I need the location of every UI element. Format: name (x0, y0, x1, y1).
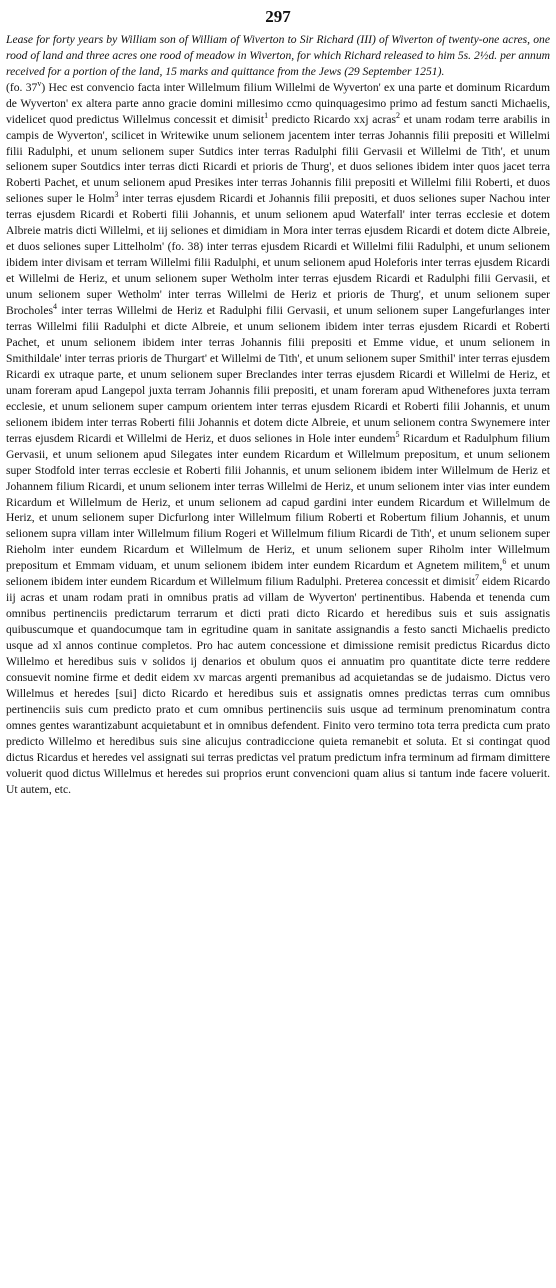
document-heading: Lease for forty years by William son of William of Wiverton to Sir Richard (III) of Wiverton of twenty-one acres, one rood of land and three acres one rood of meadow in Wiverton, for which Richard released to him 5s. 2½d. per annum received for a portion of the land, 15 marks and quittance from the Jews (29 September 1251). (6, 33, 550, 78)
body-segment: eidem Ricardo iij acras et unam rodam prati in omnibus pratis ad villam de Wyverton' pertinentibus. Habenda et tenenda cum omnibus pertinenciis predictarum terrarum et dicti prati dicto Ricardo et heredibus suis et suis assignatis quibuscumque et quandocumque tam in egritudine quam in sanitate assignandis a festo sancti Michaelis predicto usque ad xl annos continue completos. Pro hac autem concessione et dimissione remisit predictus Ricardus dicto Willelmo et heredibus suis v solidos ij denarios et obulum quos ei annuatim pro quantitate dicte terre reddere consuevit nomine firme et dedit eidem xv marcas argenti premanibus ad acquietandas se de judaismo. Dictus vero Willelmus et heredes [sui] dicto Ricardo et heredibus suis et assignatis omnes predictas terras cum omnibus pertinenciis suis cum predicto prato et cum omnibus pertinenciis suis usque ad terminum prenominatum contra omnes gentes warantizabunt acquietabunt et in omnibus defendent. Finito vero termino tota terra predicta cum prato predicto Willelmo et heredibus suis sine alicujus contradiccione quieta remanebit et soluta. Et si contingat quod dictus Ricardus et heredes vel assignati sui terras predictas vel pratum predictum infra terminum ad firmam dimittere voluerit quod dictus Willelmus et heredes sui proprios erunt convencioni quam alius si tantum inde facere voluerit. Ut autem, etc. (6, 575, 550, 796)
footnote-ref-7: 7 (474, 573, 479, 583)
footnote-ref-5: 5 (395, 429, 400, 439)
body-segment: (fo. 37 (6, 80, 38, 94)
body-segment: inter terras Willelmi de Heriz et Radulphi filii Gervasii, et unum selionem super Langefurlanges inter terras Willelmi filii Radulphi et dicte Albreie, et unum selionem ibidem inter terras ejusdem Ricardi et Roberti Pachet, et unum selionem ibidem inter terras Johannis filii prepositi et Emme vidue, et unum selionem in Smithildale' inter terras prioris de Thurgart' et Willelmi de Tith', et unum selionem super Smithil' inter terras ejusdem Ricardi ex utraque parte, et unum selionem super Breclandes inter terras ejusdem Ricardi et Willelmi de Heriz, et unam foreram apud Langepol juxta terram Johannis filii prepositi, et unam foreram apud Withenefores juxta terram ecclesie, et unum selionem super campum orientem inter terras ejusdem Ricardi et Roberti filii Johannis, et unum selionem ibidem inter terras Roberti filii Johannis et dotem dicte Albreie, et unum selionem contra Swynemere inter terras ejusdem Ricardi et Willelmi de Heriz, et duos seliones in Hole inter eundem (6, 304, 550, 445)
document-body (6, 80, 550, 798)
footnote-ref-1: 1 (264, 110, 269, 120)
body-segment: Ricardum et Radulphum filium Gervasii, et unum selionem apud Silegates inter eundem Ricardum et Willelmum prepositum, et unum selionem super Stodfold inter terras ecclesie et Roberti filii Johannis, et unum selionem ibidem inter Willelmum de Heriz et Johannem filium Ricardi, et unum selionem inter terras Willelmi de Heriz, et unum selionem inter vias inter eundem Ricardum et Willelmum de Heriz, et unum selionem ad capud gardini inter eundem Ricardum et Willelmum de Heriz, et unum selionem super Dicfurlong inter Willelmum filium Roberti et Robertum filium Johannis, et unum selionem supra villam inter Willelmum filium Rogeri et Willelmum filium Ricardi de Tith', et unum selionem super Rieholm inter eundem Ricardum et Willelmum de Heriz, et unum selionem super Riholm inter Willelmum prepositum et Emmam viduam, et unum selionem ibidem inter eundem Ricardum et Agnetem militem, (6, 431, 550, 573)
footnote-ref-6: 6 (502, 557, 507, 567)
page-number: 297 (265, 7, 291, 26)
body-segment: predicto Ricardo xxj acras (268, 112, 397, 126)
footnote-ref-2: 2 (396, 110, 401, 120)
body-segment: et unum selionem ibidem inter eundem Ricardum et Willelmum filium Radulphi. Preterea concessit et dimisit (6, 559, 551, 589)
footnote-ref-4: 4 (53, 302, 58, 312)
body-segment: inter terras ejusdem Ricardi et Johannis filii prepositi, et duos seliones super Nachou inter terras ejusdem Ricardi et Roberti filii Johannis, et unum selionem apud Waterfall' inter terras ecclesie et dotem Albreie matris dicti Willelmi, et iij seliones et dimidiam in Mora inter terras ejusdem Ricardi et dotem dicte Albreie, et duos seliones super Littelholm' (fo. 38) inter terras ejusdem Ricardi et Willelmi filii Radulphi, et unum selionem ibidem inter divisam et terram Willelmi filii Radulphi, et unum selionem apud Holeforis inter terras ejusdem Ricardi et Willelmi de Heriz, et unum selionem super Wetholm inter terras ejusdem Ricardi et Radulphi filii Gervasii, et unum selionem super Wetholm' inter terras Willelmi de Heriz et prioris de Thurg', et unum selionem super Brocholes (6, 192, 550, 318)
body-segment: ) Hec est convencio facta inter Willelmum filium Willelmi de Wyverton' ex una parte et dominum Ricardum de Wyverton' ex altera parte anno gracie domini millesimo ccmo quinquagesimo primo ad festum sancti Michaelis, videlicet quod predictus Willelmus concessit et dimisit (6, 80, 550, 126)
footnote-ref-3: 3 (114, 190, 119, 200)
body-segment: et unam rodam terre arabilis in campis de Wyverton', scilicet in Writewike unum selionem jacentem inter terras Johannis filii prepositi et Willelmi filii Radulphi, et unum selionem super Sutdics inter terras Radulphi filii Gervasii et Willelmi de Tith', et unum selionem super Soutdics inter terras dicti Ricardi et prioris de Thurg', et duos seliones ibidem inter quos jacet terra Roberti Pachet, et unum selionem apud Presikes inter terras Johannis filii prepositi et Willelmi filii Roberti, et duos seliones super le Holm (6, 112, 550, 206)
folio-verso-marker: v (37, 78, 42, 88)
